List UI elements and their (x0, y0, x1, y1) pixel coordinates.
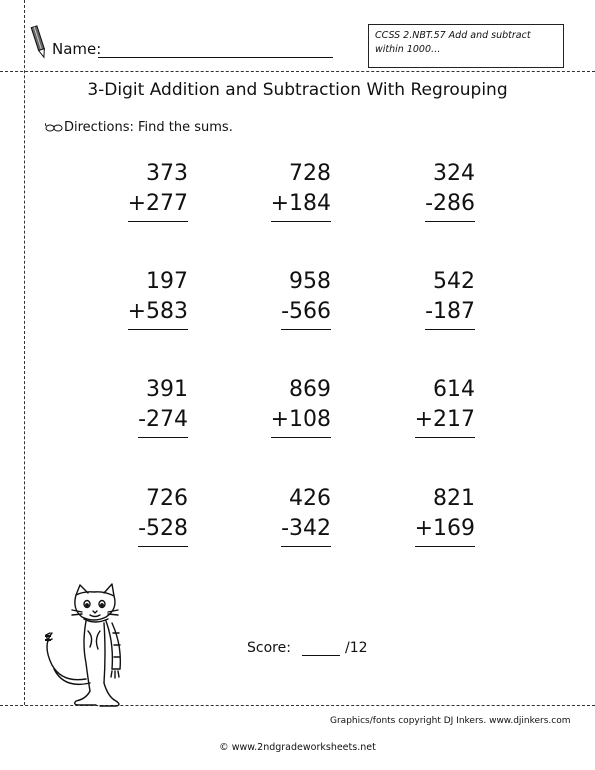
score-blank-line[interactable] (302, 655, 340, 656)
problem-top-number: 821 (433, 486, 475, 511)
score-total: /12 (345, 640, 368, 656)
problem-bottom-number: -286 (425, 189, 475, 222)
problem-bottom-number: -187 (425, 297, 475, 330)
problem-top-number: 728 (289, 161, 331, 186)
name-label: Name: (52, 40, 102, 58)
problem-bottom-number: -528 (138, 514, 188, 547)
problem-1 (108, 159, 188, 222)
problem-bottom-number: +108 (271, 405, 331, 438)
graphics-credit: Graphics/fonts copyright DJ Inkers. www.djinkers.com (330, 716, 571, 726)
worksheet-title: 3-Digit Addition and Subtraction With Regrouping (87, 80, 508, 100)
problem-top-number: 726 (146, 486, 188, 511)
problem-12 (395, 484, 475, 547)
problem-top-number: 197 (146, 269, 188, 294)
problem-top-number: 324 (433, 161, 475, 186)
problem-bottom-number: +184 (271, 189, 331, 222)
problem-bottom-number: +169 (415, 514, 475, 547)
problem-3 (395, 159, 475, 222)
problem-8 (251, 375, 331, 438)
problem-11 (251, 484, 331, 547)
header-dashed-divider (0, 71, 595, 72)
problem-bottom-number: -566 (281, 297, 331, 330)
ccss-text: CCSS 2.NBT.57 Add and subtract within 1000… (375, 30, 531, 55)
problem-5 (251, 267, 331, 330)
score-label: Score: (247, 640, 291, 656)
ccss-standard-box (368, 24, 564, 68)
problem-top-number: 542 (433, 269, 475, 294)
cat-illustration (42, 583, 140, 709)
left-dashed-border (24, 0, 25, 705)
problem-top-number: 958 (289, 269, 331, 294)
problem-10 (108, 484, 188, 547)
problem-top-number: 391 (146, 377, 188, 402)
problem-top-number: 373 (146, 161, 188, 186)
directions-text: Directions: Find the sums. (64, 120, 233, 135)
problem-top-number: 614 (433, 377, 475, 402)
problem-bottom-number: -342 (281, 514, 331, 547)
problem-bottom-number: -274 (138, 405, 188, 438)
problem-2 (251, 159, 331, 222)
problem-7 (108, 375, 188, 438)
glasses-icon (45, 122, 63, 132)
problem-bottom-number: +217 (415, 405, 475, 438)
pencil-icon (30, 24, 48, 60)
name-field-line[interactable] (98, 57, 333, 58)
problem-top-number: 869 (289, 377, 331, 402)
problem-4 (108, 267, 188, 330)
footer-copyright: © www.2ndgradeworksheets.net (219, 742, 376, 753)
problem-9 (395, 375, 475, 438)
problem-6 (395, 267, 475, 330)
problem-bottom-number: +277 (128, 189, 188, 222)
problem-top-number: 426 (289, 486, 331, 511)
problem-bottom-number: +583 (128, 297, 188, 330)
